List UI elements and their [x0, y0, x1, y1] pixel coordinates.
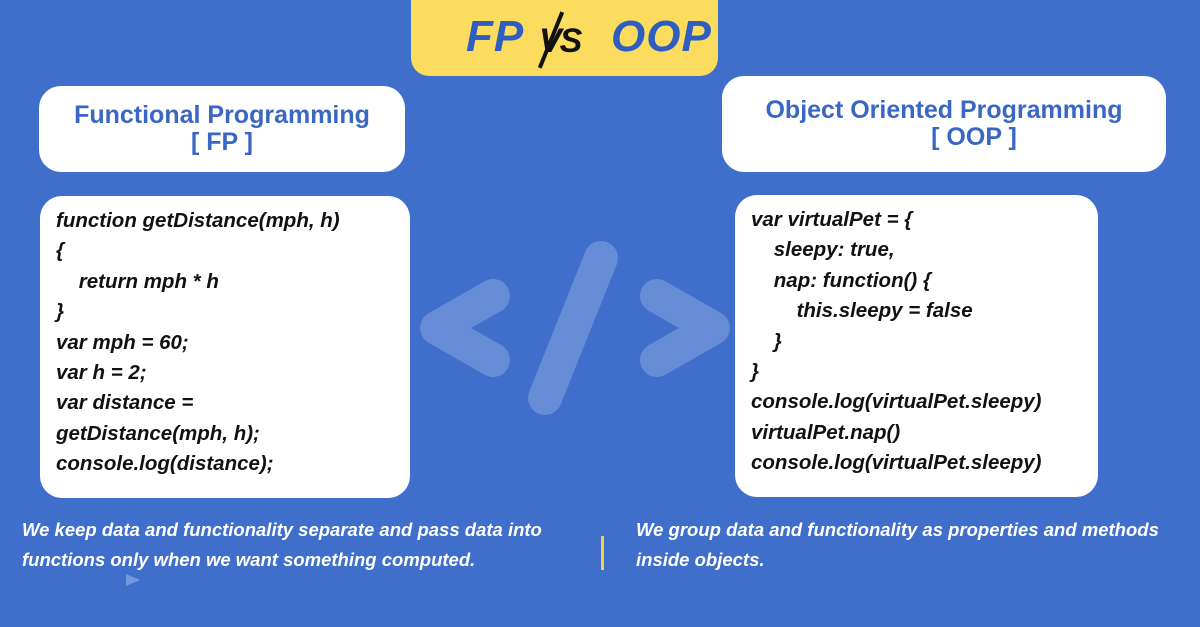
fp-subtitle: [ FP ] [190, 128, 254, 156]
banner-fp-label: FP [466, 12, 525, 61]
oop-code-card [735, 195, 1098, 497]
oop-code-line: console.log(virtualPet.sleepy) [751, 451, 1042, 475]
fp-code-line: function getDistance(mph, h) [56, 209, 340, 232]
code-brackets-icon [415, 236, 735, 416]
banner-oop-label: OOP [611, 12, 712, 61]
oop-code-line: this.sleepy = false [751, 299, 973, 323]
oop-code-line: console.log(virtualPet.sleepy) [751, 390, 1042, 414]
fp-code-line: var h = 2; [56, 360, 147, 384]
oop-subtitle: [ OOP ] [931, 123, 1017, 151]
oop-code-line: virtualPet.nap() [751, 420, 901, 444]
fp-title: Functional Programming [74, 101, 370, 129]
fp-code-card [40, 196, 410, 498]
fp-code-line: var mph = 60; [56, 330, 189, 354]
oop-code-line: var virtualPet = { [751, 208, 913, 231]
top-banner [411, 0, 718, 76]
oop-description: We group data and functionality as properties and methods inside objects. [636, 519, 1159, 570]
oop-title: Object Oriented Programming [765, 96, 1123, 124]
fp-code-line: { [56, 239, 64, 263]
fp-description: We keep data and functionality separate and pass data into functions only when we want something computed. [22, 519, 542, 570]
oop-code-line: } [751, 359, 759, 383]
oop-code-line: } [751, 329, 782, 353]
fp-title-card [39, 86, 405, 172]
fp-code-line: var distance = [56, 391, 194, 415]
banner-vs-label: VS [539, 22, 581, 60]
fp-code-line: return mph * h [56, 269, 219, 293]
corner-mark-icon [124, 572, 142, 588]
fp-code-line: console.log(distance); [56, 452, 274, 476]
oop-code-line: sleepy: true, [751, 238, 895, 262]
oop-code-line: nap: function() { [751, 268, 931, 292]
oop-title-card [722, 76, 1166, 172]
divider [601, 536, 604, 570]
fp-code-line: } [56, 300, 64, 324]
fp-code-line: getDistance(mph, h); [56, 421, 260, 445]
